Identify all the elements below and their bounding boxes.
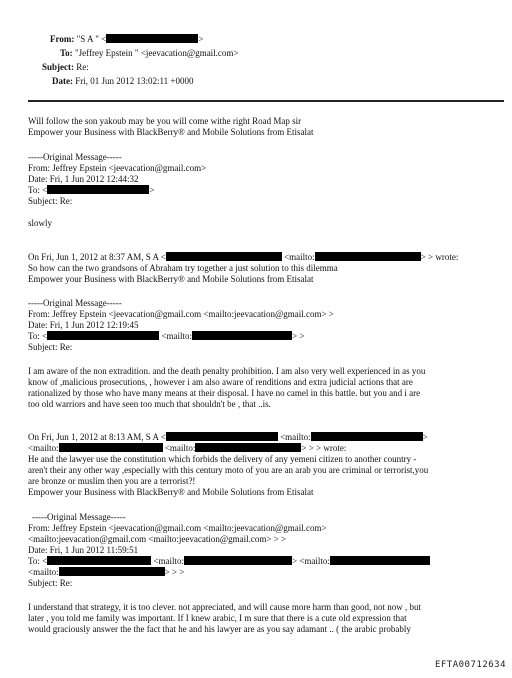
signature-line: Empower your Business with BlackBerry® and Mobile Solutions from Etisalat [28, 127, 314, 137]
to-label: To: [60, 48, 73, 58]
redaction-bar [184, 556, 292, 565]
bates-number: EFTA00712634 [434, 660, 506, 670]
subject-line [42, 62, 89, 73]
redaction-bar [315, 252, 421, 261]
original-message-separator: -----Original Message----- [32, 512, 126, 522]
para1-line-4: too old warriors and have seen too much that shouldn't be , that ..is. [28, 399, 271, 409]
quote2-header: On Fri, Jun 1, 2012 at 8:13 AM, S A < <mailto: > [28, 432, 428, 442]
date-line [52, 76, 194, 87]
om2-date: Date: Fri, 1 Jun 2012 12:19:45 [28, 320, 139, 330]
om1-to: To: < > [28, 185, 155, 195]
redaction-bar [59, 567, 165, 576]
redaction-bar [330, 556, 430, 565]
redaction-bar [106, 34, 198, 43]
om3-to-cont: <mailto: > > > [28, 567, 185, 577]
quote2-line-5: are bronze or muslim then you are a terrorist?! [28, 476, 196, 486]
om3-from: From: Jeffrey Epstein <jeevacation@gmail.com <mailto:jeevacation@gmail.com> [28, 523, 327, 533]
redaction-bar [47, 556, 151, 565]
slowly-text: slowly [28, 218, 53, 228]
om3-to: To: < <mailto: > <mailto: [28, 556, 430, 567]
redaction-bar [47, 331, 159, 340]
redaction-bar [192, 331, 292, 340]
quote2-line-3: He and the lawyer use the constitution which forbids the delivery of any yemeni citizen to another country - [28, 454, 417, 464]
from-label: From: [50, 34, 75, 44]
om3-subject: Subject: Re: [28, 578, 73, 588]
date-label: Date: [52, 76, 73, 86]
date-value: Fri, 01 Jun 2012 13:02:11 +0000 [75, 76, 194, 86]
original-message-separator: -----Original Message----- [28, 152, 122, 162]
om3-date: Date: Fri, 1 Jun 2012 11:59:51 [28, 545, 139, 555]
header-divider [28, 100, 504, 102]
para2-line-1: I understand that strategy, it is too clever. not appreciated, and will cause more harm than good, not now , but [28, 602, 422, 612]
reply-line-1: Will follow the son yakoub may be you will come withe right Road Map sir [28, 116, 302, 126]
para2-line-3: would graciously answer the the fact that he and his lawyer are as you say adamant .. ( the arabic probably [28, 624, 411, 634]
to-line [60, 48, 239, 59]
to-value: "Jeffrey Epstein " <jeevacation@gmail.com> [74, 48, 239, 58]
om2-from: From: Jeffrey Epstein <jeevacation@gmail.com <mailto:jeevacation@gmail.com> > [28, 309, 334, 319]
quote1-line-2: So how can the two grandsons of Abraham try together a just solution to this dilemma [28, 263, 338, 273]
original-message-separator: -----Original Message----- [28, 298, 122, 308]
quote2-line-2: <mailto: <mailto: > > > wrote: [28, 443, 347, 453]
quote1-header: On Fri, Jun 1, 2012 at 8:37 AM, S A < <mailto: > > wrote: [28, 252, 459, 262]
redaction-bar [195, 443, 301, 452]
om1-date: Date: Fri, 1 Jun 2012 12:44:32 [28, 174, 139, 184]
redaction-bar [311, 432, 423, 441]
redaction-bar [166, 252, 282, 261]
redaction-bar [166, 432, 278, 441]
para1-line-2: know of ,malicious prosecutions, , however i am also aware of renditions and extra judicial actions that are [28, 377, 413, 387]
om2-to: To: < <mailto: > > [28, 331, 305, 341]
quote2-line-4: aren't their any other way ,especially with this century moto of you are an arab you are criminal or terrorist,you [28, 465, 429, 475]
redaction-bar [59, 443, 163, 452]
quote1-line-3: Empower your Business with BlackBerry® and Mobile Solutions from Etisalat [28, 274, 314, 284]
para1-line-3: rationalized by those who have many means at their disposal. I have no camel in this battle. but you and i are [28, 388, 421, 398]
redaction-bar [47, 185, 149, 194]
om1-from: From: Jeffrey Epstein <jeevacation@gmail.com> [28, 163, 207, 173]
from-line: From: "S A " < > [50, 34, 204, 44]
subject-value: Re: [76, 62, 89, 72]
from-name: "S A " < [76, 34, 107, 44]
para1-line-1: I am aware of the non extradition. and the death penalty prohibition. I am also very well experienced in as you [28, 366, 426, 376]
subject-label: Subject: [42, 62, 74, 72]
om1-subject: Subject: Re: [28, 196, 73, 206]
para2-line-2: later , you told me family was important. If I knew arabic, I m sure that there is a cute old expression that [28, 613, 407, 623]
om3-from-cont: <mailto:jeevacation@gmail.com <mailto:jeevacation@gmail.com> > > [28, 534, 287, 544]
quote2-line-6: Empower your Business with BlackBerry® and Mobile Solutions from Etisalat [28, 487, 314, 497]
om2-subject: Subject: Re: [28, 342, 73, 352]
